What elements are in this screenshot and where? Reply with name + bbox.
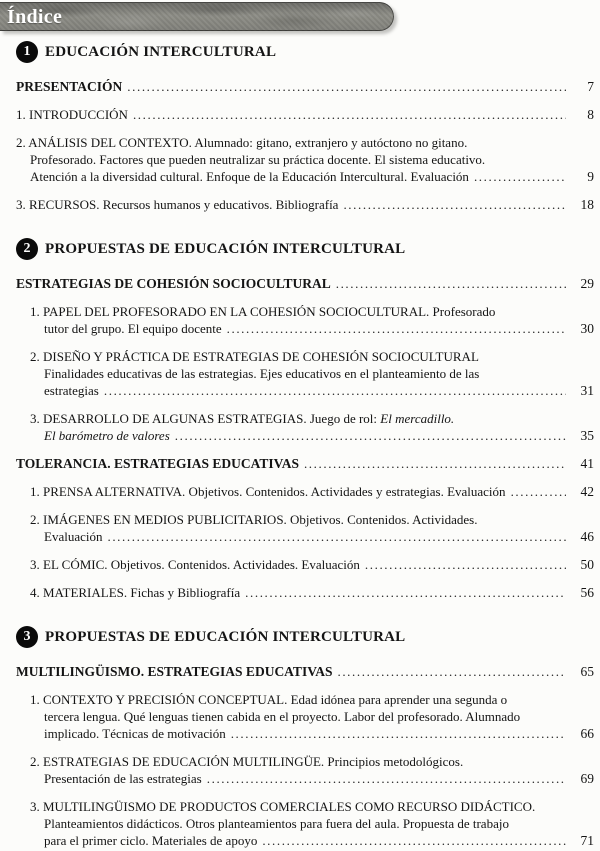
toc-entry [16,106,594,123]
entry-text [44,365,479,382]
toc-entry [30,511,594,545]
index-banner [0,2,394,31]
entry-line [16,196,594,213]
toc-content [0,41,600,849]
text-segment: 3. EL CÓMIC. Objetivos. Contenidos. Actividades. Evaluación [30,557,360,572]
entry-line [44,320,594,337]
dot-leader [262,832,566,849]
entry-line [16,663,594,680]
page-number: 46 [580,529,594,544]
dot-leader [133,106,566,123]
page-number: 29 [580,276,594,291]
entry-line [30,556,594,573]
text-segment: 1. PAPEL DEL PROFESORADO EN LA COHESIÓN SOCIOCULTURAL. Profesorado [30,304,496,319]
entry-text [30,691,507,708]
dot-leader [474,168,566,185]
entry-text [16,663,332,680]
page-number: 65 [580,664,594,679]
toc-entry [30,798,594,849]
entry-line [16,78,594,95]
section-entries [16,663,594,849]
entry-line [30,798,594,815]
text-segment: Finalidades educativas de las estrategias. Ejes educativos en el planteamiento de las [44,366,480,381]
entry-text [44,528,102,545]
toc-entry [16,134,594,185]
section-title: PROPUESTAS DE EDUCACIÓN INTERCULTURAL [45,240,406,257]
dot-leader [336,275,566,292]
page-number: 42 [580,484,594,499]
toc-entry [30,348,594,399]
entry-text [16,106,128,123]
entry-line [44,382,594,399]
entry-line [44,708,594,725]
section-number: 2 [23,241,31,256]
entry-line [44,427,594,444]
text-segment: 3. RECURSOS. Recursos humanos y educativos. Bibliografía [16,197,339,212]
entry-line [30,691,594,708]
entry-line [30,511,594,528]
entry-line [44,770,594,787]
page-number: 69 [580,771,594,786]
entry-text [44,708,520,725]
entry-line [30,483,594,500]
section-heading [16,626,594,648]
text-segment: 3. MULTILINGÜISMO DE PRODUCTOS COMERCIALES COMO RECURSO DIDÁCTICO. [30,799,536,814]
entry-text [30,584,240,601]
document-page [0,2,600,851]
text-segment: 1. INTRODUCCIÓN [16,107,128,122]
text-segment: 2. IMÁGENES EN MEDIOS PUBLICITARIOS. Objetivos. Contenidos. Actividades. [30,512,478,527]
text-segment: El barómetro de valores [44,428,170,443]
entry-text [30,410,454,427]
page-number: 50 [580,557,594,572]
section-number-badge [16,238,38,260]
toc-entry [30,691,594,742]
entry-text [30,798,535,815]
toc-section [14,41,594,213]
entry-text [16,455,299,472]
text-segment: 1. PRENSA ALTERNATIVA. Objetivos. Contenidos. Actividades y estrategias. Evaluación [30,484,506,499]
entry-line [30,584,594,601]
toc-entry [30,556,594,573]
text-segment: Planteamientos didácticos. Otros planteamientos para fuera del aula. Propuesta de trabajo [44,816,509,831]
text-segment: 2. ESTRATEGIAS DE EDUCACIÓN MULTILINGÜE. Principios metodológicos. [30,754,464,769]
entry-line [44,832,594,849]
text-segment: Atención a la diversidad cultural. Enfoque de la Educación Intercultural. Evaluación [30,169,469,184]
entry-line [30,753,594,770]
dot-leader [104,382,566,399]
entry-text [30,151,485,168]
dot-leader [343,196,566,213]
toc-entry [30,753,594,787]
section-number-badge [16,626,38,648]
text-segment: estrategias [44,383,99,398]
page-number: 18 [580,197,594,212]
text-segment: 2. ANÁLISIS DEL CONTEXTO. Alumnado: gitano, extranjero y autóctono no gitano. [16,135,468,150]
section-heading [16,41,594,63]
entry-line [16,134,594,151]
section-title: EDUCACIÓN INTERCULTURAL [45,43,277,60]
toc-section [14,626,594,849]
entry-text [16,78,122,95]
dot-leader [304,455,566,472]
entry-line [30,168,594,185]
page-number: 56 [580,585,594,600]
entry-text [44,770,202,787]
text-segment: TOLERANCIA. ESTRATEGIAS EDUCATIVAS [16,456,299,471]
entry-text [30,753,463,770]
toc-entry [30,483,594,500]
text-segment: El mercadillo. [380,411,455,426]
toc-entry [16,196,594,213]
entry-line [30,410,594,427]
text-segment: Profesorado. Factores que pueden neutralizar su práctica docente. El sistema educativo. [30,152,486,167]
page-number: 66 [580,726,594,741]
toc-entry [16,78,594,95]
text-segment: 3. DESARROLLO DE ALGUNAS ESTRATEGIAS. Juego de rol: [30,411,381,426]
text-segment: para el primer ciclo. Materiales de apoyo [44,833,258,848]
entry-text [30,511,477,528]
entry-line [44,528,594,545]
entry-text [16,196,338,213]
entry-line [30,303,594,320]
text-segment: 1. CONTEXTO Y PRECISIÓN CONCEPTUAL. Edad idónea para aprender una segunda o [30,692,508,707]
page-number: 35 [580,428,594,443]
dot-leader [511,483,566,500]
dot-leader [175,427,566,444]
section-entries [16,78,594,213]
section-title: PROPUESTAS DE EDUCACIÓN INTERCULTURAL [45,628,406,645]
toc-entry [30,584,594,601]
toc-entry [30,303,594,337]
text-segment: Presentación de las estrategias [44,771,202,786]
dot-leader [207,770,566,787]
entry-text [30,348,479,365]
text-segment: PRESENTACIÓN [16,79,123,94]
entry-text [30,168,469,185]
entry-line [44,365,594,382]
entry-line [16,455,594,472]
dot-leader [337,663,566,680]
entry-line [44,815,594,832]
text-segment: tercera lengua. Qué lenguas tienen cabida en el proyecto. Labor del profesorado. Alumnado [44,709,521,724]
page-number: 31 [580,383,594,398]
section-number: 1 [23,44,31,59]
entry-text [44,815,509,832]
text-segment: tutor del grupo. El equipo docente [44,321,222,336]
sections [14,41,594,849]
entry-line [16,106,594,123]
toc-entry [16,275,594,292]
entry-line [44,725,594,742]
entry-text [30,483,506,500]
page-number: 8 [587,107,594,122]
dot-leader [245,584,566,601]
text-segment: MULTILINGÜISMO. ESTRATEGIAS EDUCATIVAS [16,664,333,679]
toc-section [14,238,594,601]
entry-text [16,134,467,151]
text-segment: 2. DISEÑO Y PRÁCTICA DE ESTRATEGIAS DE COHESIÓN SOCIOCULTURAL [30,349,479,364]
section-entries [16,275,594,601]
dot-leader [127,78,566,95]
dot-leader [227,320,566,337]
text-segment: 4. MATERIALES. Fichas y Bibliografía [30,585,241,600]
entry-line [30,151,594,168]
entry-text [44,427,170,444]
text-segment: Evaluación [44,529,103,544]
page-number: 30 [580,321,594,336]
index-banner-title: Índice [7,6,63,28]
section-heading [16,238,594,260]
section-number: 3 [23,629,31,644]
entry-text [30,303,495,320]
entry-text [16,275,331,292]
text-segment: implicado. Técnicas de motivación [44,726,226,741]
page-number: 41 [580,456,594,471]
page-number: 71 [580,833,594,848]
dot-leader [231,725,566,742]
toc-entry [30,410,594,444]
entry-text [30,556,360,573]
toc-entry [16,455,594,472]
dot-leader [107,528,566,545]
toc-entry [16,663,594,680]
entry-text [44,832,257,849]
dot-leader [365,556,566,573]
page-number: 9 [587,169,594,184]
text-segment: ESTRATEGIAS DE COHESIÓN SOCIOCULTURAL [16,276,331,291]
entry-text [44,382,99,399]
entry-line [16,275,594,292]
page-number: 7 [587,79,594,94]
entry-text [44,725,226,742]
entry-line [30,348,594,365]
section-number-badge [16,41,38,63]
entry-text [44,320,222,337]
